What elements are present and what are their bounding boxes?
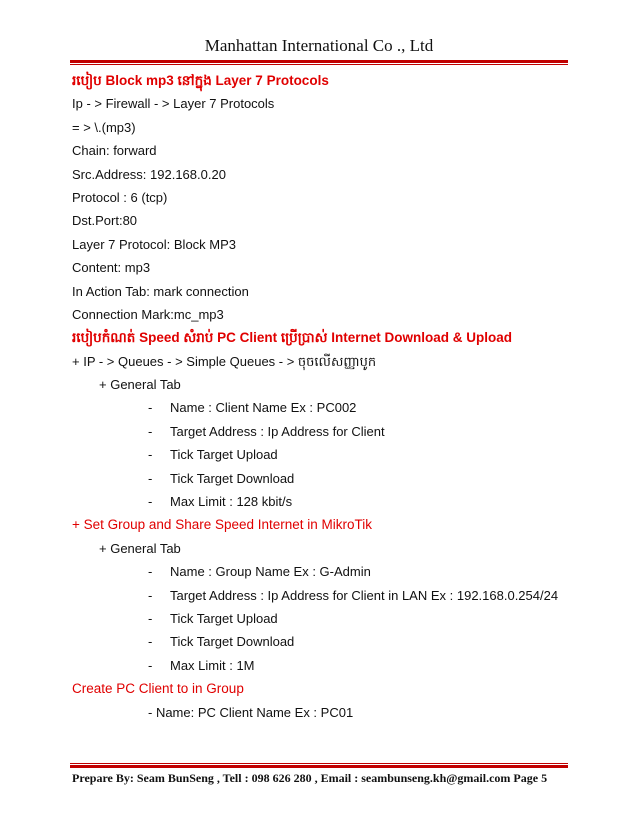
s1-line: Protocol : 6 (tcp) xyxy=(72,189,168,205)
s2-item-text: Max Limit : 128 kbit/s xyxy=(170,494,293,510)
bullet-dash: - xyxy=(148,587,153,603)
bullet-dash: - xyxy=(148,423,153,439)
bullet-dash: - xyxy=(148,447,153,463)
s2-item xyxy=(72,467,572,490)
document-body xyxy=(72,69,572,724)
bullet-dash: - xyxy=(148,657,153,673)
section1-title: របៀប Block mp3 នៅក្នុង Layer 7 Protocols xyxy=(72,73,329,88)
s4-item: - Name: PC Client Name Ex : PC01 xyxy=(148,704,354,720)
s3-item xyxy=(72,560,572,583)
s3-tab: + General Tab xyxy=(99,540,181,556)
header-rule-thin xyxy=(70,64,568,65)
s2-item-text: Name : Client Name Ex : PC002 xyxy=(170,400,357,416)
s2-item xyxy=(72,420,572,443)
bullet-dash: - xyxy=(148,634,153,650)
bullet-dash: - xyxy=(148,564,153,580)
s1-line: Ip - > Firewall - > Layer 7 Protocols xyxy=(72,96,275,112)
s3-item-text: Tick Target Upload xyxy=(170,610,278,626)
s2-path: + IP - > Queues - > Simple Queues - > ចុចលើសញ្ញាបូក xyxy=(72,353,377,369)
s2-item-text: Tick Target Download xyxy=(170,470,295,486)
bullet-dash: - xyxy=(148,610,153,626)
s2-item-text: Tick Target Upload xyxy=(170,447,278,463)
s2-tab: + General Tab xyxy=(99,377,181,393)
s3-item xyxy=(72,607,572,630)
section4-title: Create PC Client to in Group xyxy=(72,681,244,697)
s2-item xyxy=(72,490,572,513)
s3-item-text: Target Address : Ip Address for Client in LAN Ex : 192.168.0.254/24 xyxy=(170,587,559,603)
bullet-dash: - xyxy=(148,470,153,486)
s3-item xyxy=(72,654,572,677)
s1-line: Chain: forward xyxy=(72,143,157,159)
s1-line: Dst.Port:80 xyxy=(72,213,138,229)
s1-line: Content: mp3 xyxy=(72,260,151,276)
section2-title: របៀបកំណត់ Speed សំរាប់ PC Client ប្រើប្រាស់ Internet Download & Upload xyxy=(72,330,512,346)
page-footer: Prepare By: Seam BunSeng , Tell : 098 626 280 , Email : seambunseng.kh@gmail.com Page 5 xyxy=(72,771,548,785)
s2-item-text: Target Address : Ip Address for Client xyxy=(170,423,385,439)
bullet-dash: - xyxy=(148,400,153,416)
s2-item xyxy=(72,443,572,466)
s3-item-text: Tick Target Download xyxy=(170,634,295,650)
s1-line: Layer 7 Protocol: Block MP3 xyxy=(72,236,237,252)
s3-item xyxy=(72,630,572,653)
s2-item xyxy=(72,396,572,419)
footer-rule xyxy=(70,765,568,768)
bullet-dash: - xyxy=(148,494,153,510)
s1-line: In Action Tab: mark connection xyxy=(72,283,249,299)
footer-rule-thin xyxy=(70,763,568,764)
s3-item xyxy=(72,584,572,607)
s1-line: = > \.(mp3) xyxy=(72,119,136,135)
section3-title: + Set Group and Share Speed Internet in MikroTik xyxy=(72,517,373,533)
s3-item-text: Name : Group Name Ex : G-Admin xyxy=(170,564,371,580)
s1-line: Connection Mark:mc_mp3 xyxy=(72,306,224,322)
s3-item-text: Max Limit : 1M xyxy=(170,657,255,673)
header-rule xyxy=(70,60,568,63)
page-header: Manhattan International Co ., Ltd xyxy=(204,36,434,55)
s1-line: Src.Address: 192.168.0.20 xyxy=(72,166,226,182)
